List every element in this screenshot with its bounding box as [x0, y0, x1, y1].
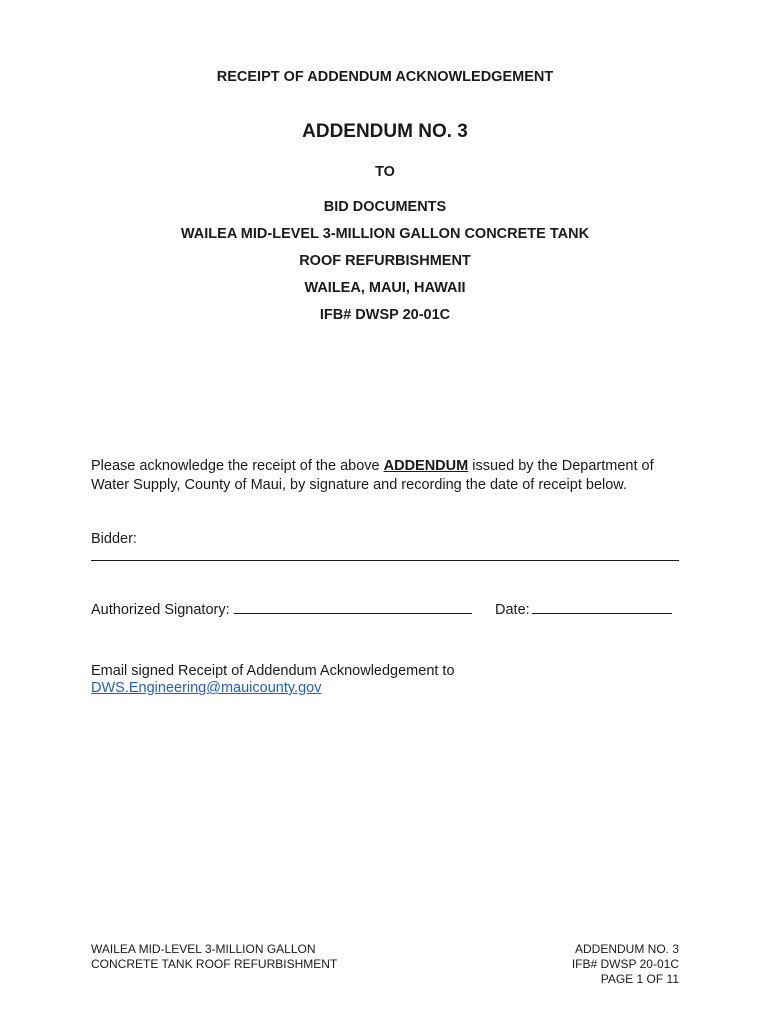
acknowledgement-paragraph — [91, 457, 654, 495]
date-row — [495, 599, 672, 620]
project-title-line1: WAILEA MID-LEVEL 3-MILLION GALLON CONCRETE TANK — [180, 226, 590, 242]
ack-text-line2: Water Supply, County of Maui, by signature and recording the date of receipt below. — [91, 477, 627, 493]
bidder-label: Bidder: — [91, 531, 137, 547]
addendum-number: ADDENDUM NO. 3 — [302, 121, 468, 142]
date-label: Date: — [495, 602, 530, 618]
signatory-signature-line[interactable] — [234, 599, 472, 614]
ack-addendum-emphasis: ADDENDUM — [383, 458, 469, 474]
ack-text-part2: issued by the Department of — [468, 458, 654, 474]
bidder-signature-line[interactable] — [91, 560, 679, 561]
footer-project-line1: WAILEA MID-LEVEL 3-MILLION GALLON — [91, 942, 316, 956]
footer-ifb-number: IFB# DWSP 20-01C — [571, 957, 679, 971]
signatory-row — [91, 599, 472, 620]
bid-documents-heading: BID DOCUMENTS — [323, 199, 447, 215]
date-entry-line[interactable] — [532, 599, 672, 614]
footer-reference — [572, 942, 679, 987]
email-instruction: Email signed Receipt of Addendum Acknowledgement to — [91, 663, 455, 679]
ack-text-part1: Please acknowledge the receipt of the above — [91, 458, 384, 474]
to-line: TO — [375, 164, 395, 180]
footer-project — [91, 942, 337, 972]
footer-page-number: PAGE 1 OF 11 — [600, 972, 679, 986]
signatory-label: Authorized Signatory: — [91, 602, 230, 618]
ifb-number: IFB# DWSP 20-01C — [319, 307, 451, 323]
footer-project-line2: CONCRETE TANK ROOF REFURBISHMENT — [91, 957, 338, 971]
footer-addendum-number: ADDENDUM NO. 3 — [574, 942, 679, 956]
project-title-line2: ROOF REFURBISHMENT — [299, 253, 471, 269]
receipt-title: RECEIPT OF ADDENDUM ACKNOWLEDGEMENT — [216, 69, 554, 85]
project-location: WAILEA, MAUI, HAWAII — [304, 280, 466, 296]
email-link[interactable]: DWS.Engineering@mauicounty.gov — [91, 680, 322, 696]
